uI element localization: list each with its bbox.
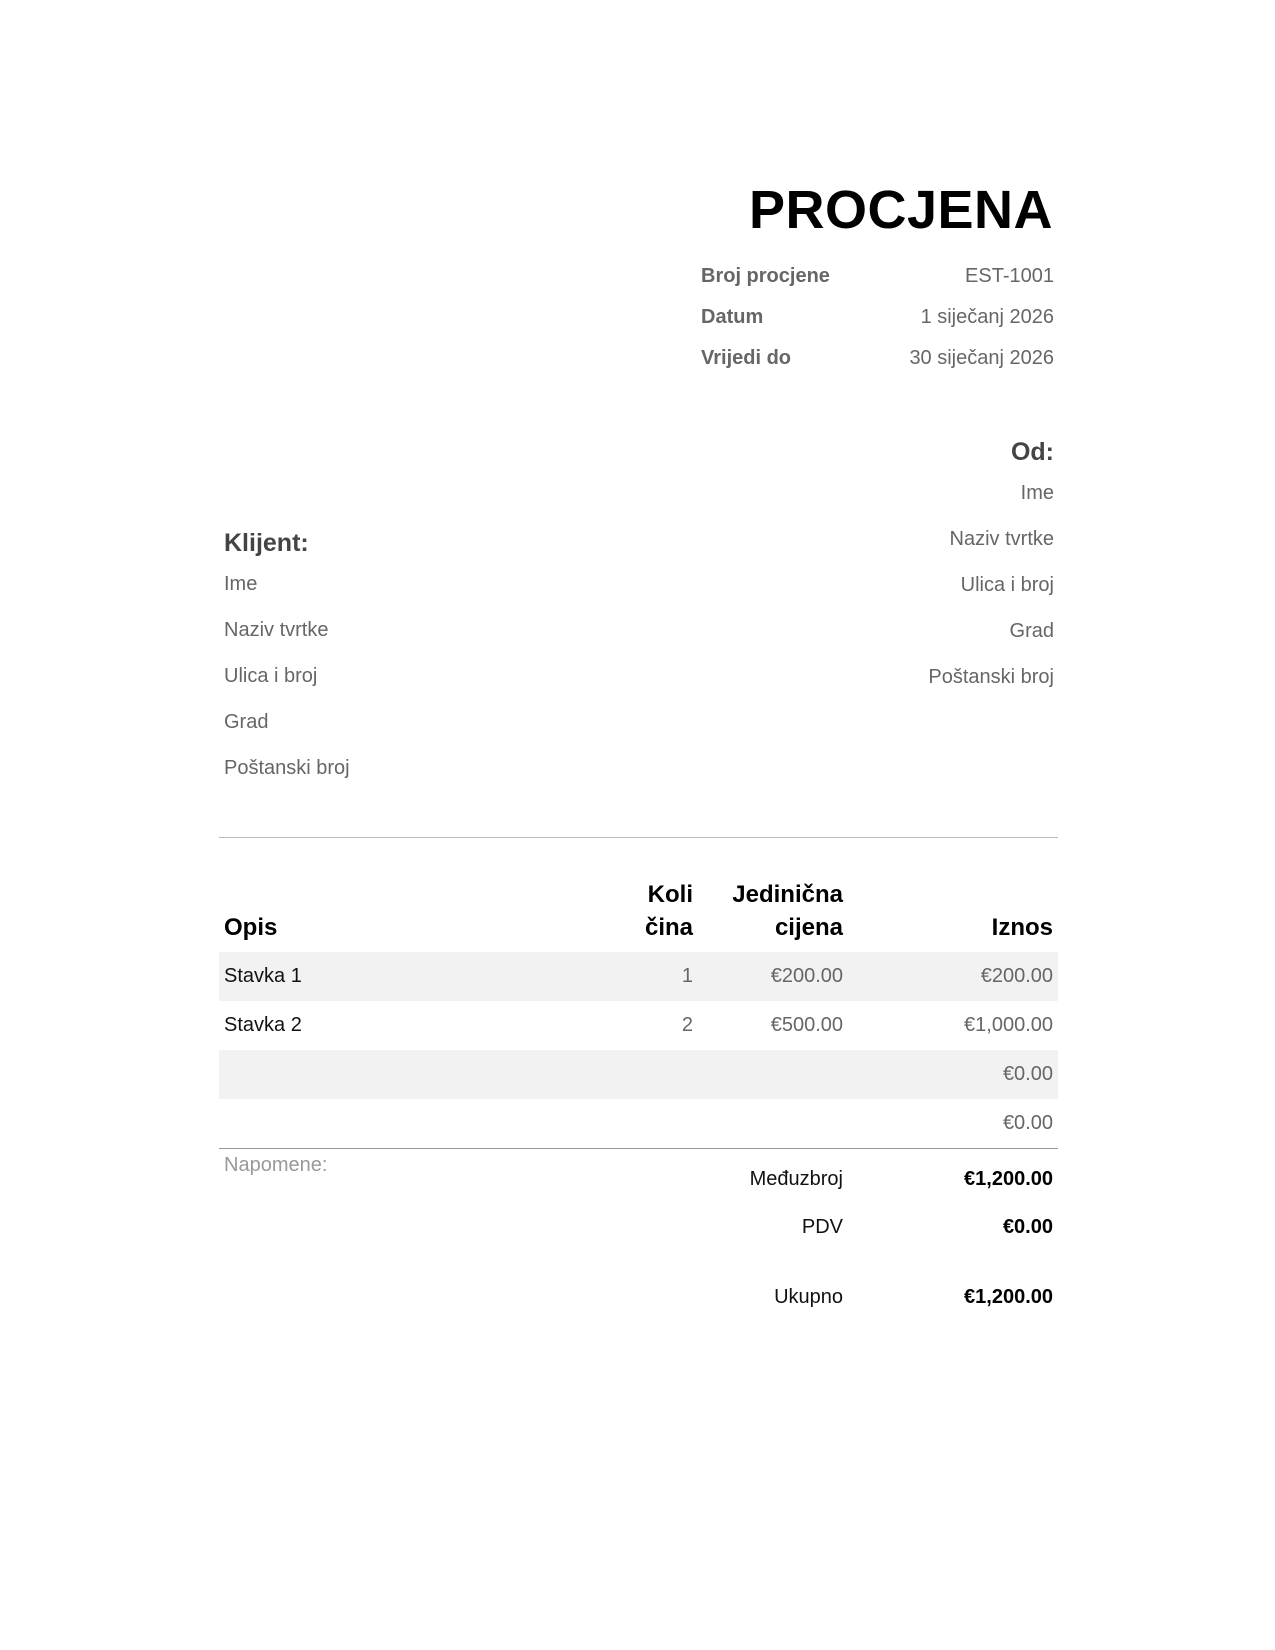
total-label: Ukupno bbox=[774, 1286, 843, 1308]
table-row bbox=[219, 952, 1058, 1001]
meta-value: 30 siječanj 2026 bbox=[909, 347, 1054, 369]
meta-row-valid-until bbox=[701, 342, 1054, 383]
meta-label: Datum bbox=[701, 306, 764, 328]
tax-row bbox=[219, 1216, 1058, 1246]
client-company: Naziv tvrtke bbox=[224, 619, 329, 641]
cell-amount: €200.00 bbox=[980, 965, 1053, 987]
meta-row-date bbox=[701, 301, 1054, 342]
from-street: Ulica i broj bbox=[960, 574, 1054, 596]
total-row bbox=[219, 1286, 1058, 1316]
from-city: Grad bbox=[1009, 620, 1054, 642]
meta-value: 1 siječanj 2026 bbox=[920, 306, 1054, 328]
total-value: €1,200.00 bbox=[964, 1286, 1053, 1308]
table-row bbox=[219, 1050, 1058, 1099]
estimate-meta bbox=[701, 260, 1054, 383]
tax-label: PDV bbox=[801, 1216, 843, 1238]
from-company: Naziv tvrtke bbox=[949, 528, 1054, 550]
from-heading: Od: bbox=[1010, 438, 1054, 466]
meta-label: Vrijedi do bbox=[701, 347, 792, 369]
notes-label: Napomene: bbox=[224, 1154, 328, 1176]
column-header-description: Opis bbox=[224, 914, 278, 941]
table-bottom-rule bbox=[219, 1148, 1058, 1149]
column-header-unit-price: Jedinična cijena bbox=[732, 881, 843, 941]
cell-description: Stavka 1 bbox=[224, 965, 302, 987]
cell-amount: €1,000.00 bbox=[964, 1014, 1053, 1036]
tax-value: €0.00 bbox=[1002, 1216, 1053, 1238]
table-row bbox=[219, 1099, 1058, 1148]
document-title: PROCJENA bbox=[748, 180, 1053, 240]
cell-unit-price: €500.00 bbox=[770, 1014, 843, 1036]
client-postal-code: Poštanski broj bbox=[224, 757, 350, 779]
section-divider bbox=[219, 837, 1058, 838]
cell-unit-price: €200.00 bbox=[770, 965, 843, 987]
subtotal-value: €1,200.00 bbox=[964, 1168, 1053, 1190]
cell-amount: €0.00 bbox=[1002, 1112, 1053, 1134]
meta-value: EST-1001 bbox=[965, 265, 1054, 287]
column-header-quantity: Koli čina bbox=[644, 881, 693, 941]
client-heading: Klijent: bbox=[224, 529, 309, 557]
subtotal-label: Međuzbroj bbox=[749, 1168, 843, 1190]
client-name: Ime bbox=[224, 573, 258, 595]
from-name: Ime bbox=[1020, 482, 1054, 504]
client-street: Ulica i broj bbox=[224, 665, 318, 687]
cell-quantity: 1 bbox=[681, 965, 693, 987]
meta-label: Broj procjene bbox=[701, 265, 830, 287]
cell-amount: €0.00 bbox=[1002, 1063, 1053, 1085]
table-row bbox=[219, 1001, 1058, 1050]
client-block bbox=[224, 528, 350, 802]
meta-row-estimate-number bbox=[701, 260, 1054, 301]
subtotal-row bbox=[219, 1168, 1058, 1198]
client-city: Grad bbox=[224, 711, 269, 733]
column-header-amount: Iznos bbox=[991, 914, 1053, 941]
from-postal-code: Poštanski broj bbox=[928, 666, 1054, 688]
from-block bbox=[928, 437, 1054, 711]
cell-description: Stavka 2 bbox=[224, 1014, 302, 1036]
cell-quantity: 2 bbox=[681, 1014, 693, 1036]
table-body bbox=[219, 952, 1058, 1148]
